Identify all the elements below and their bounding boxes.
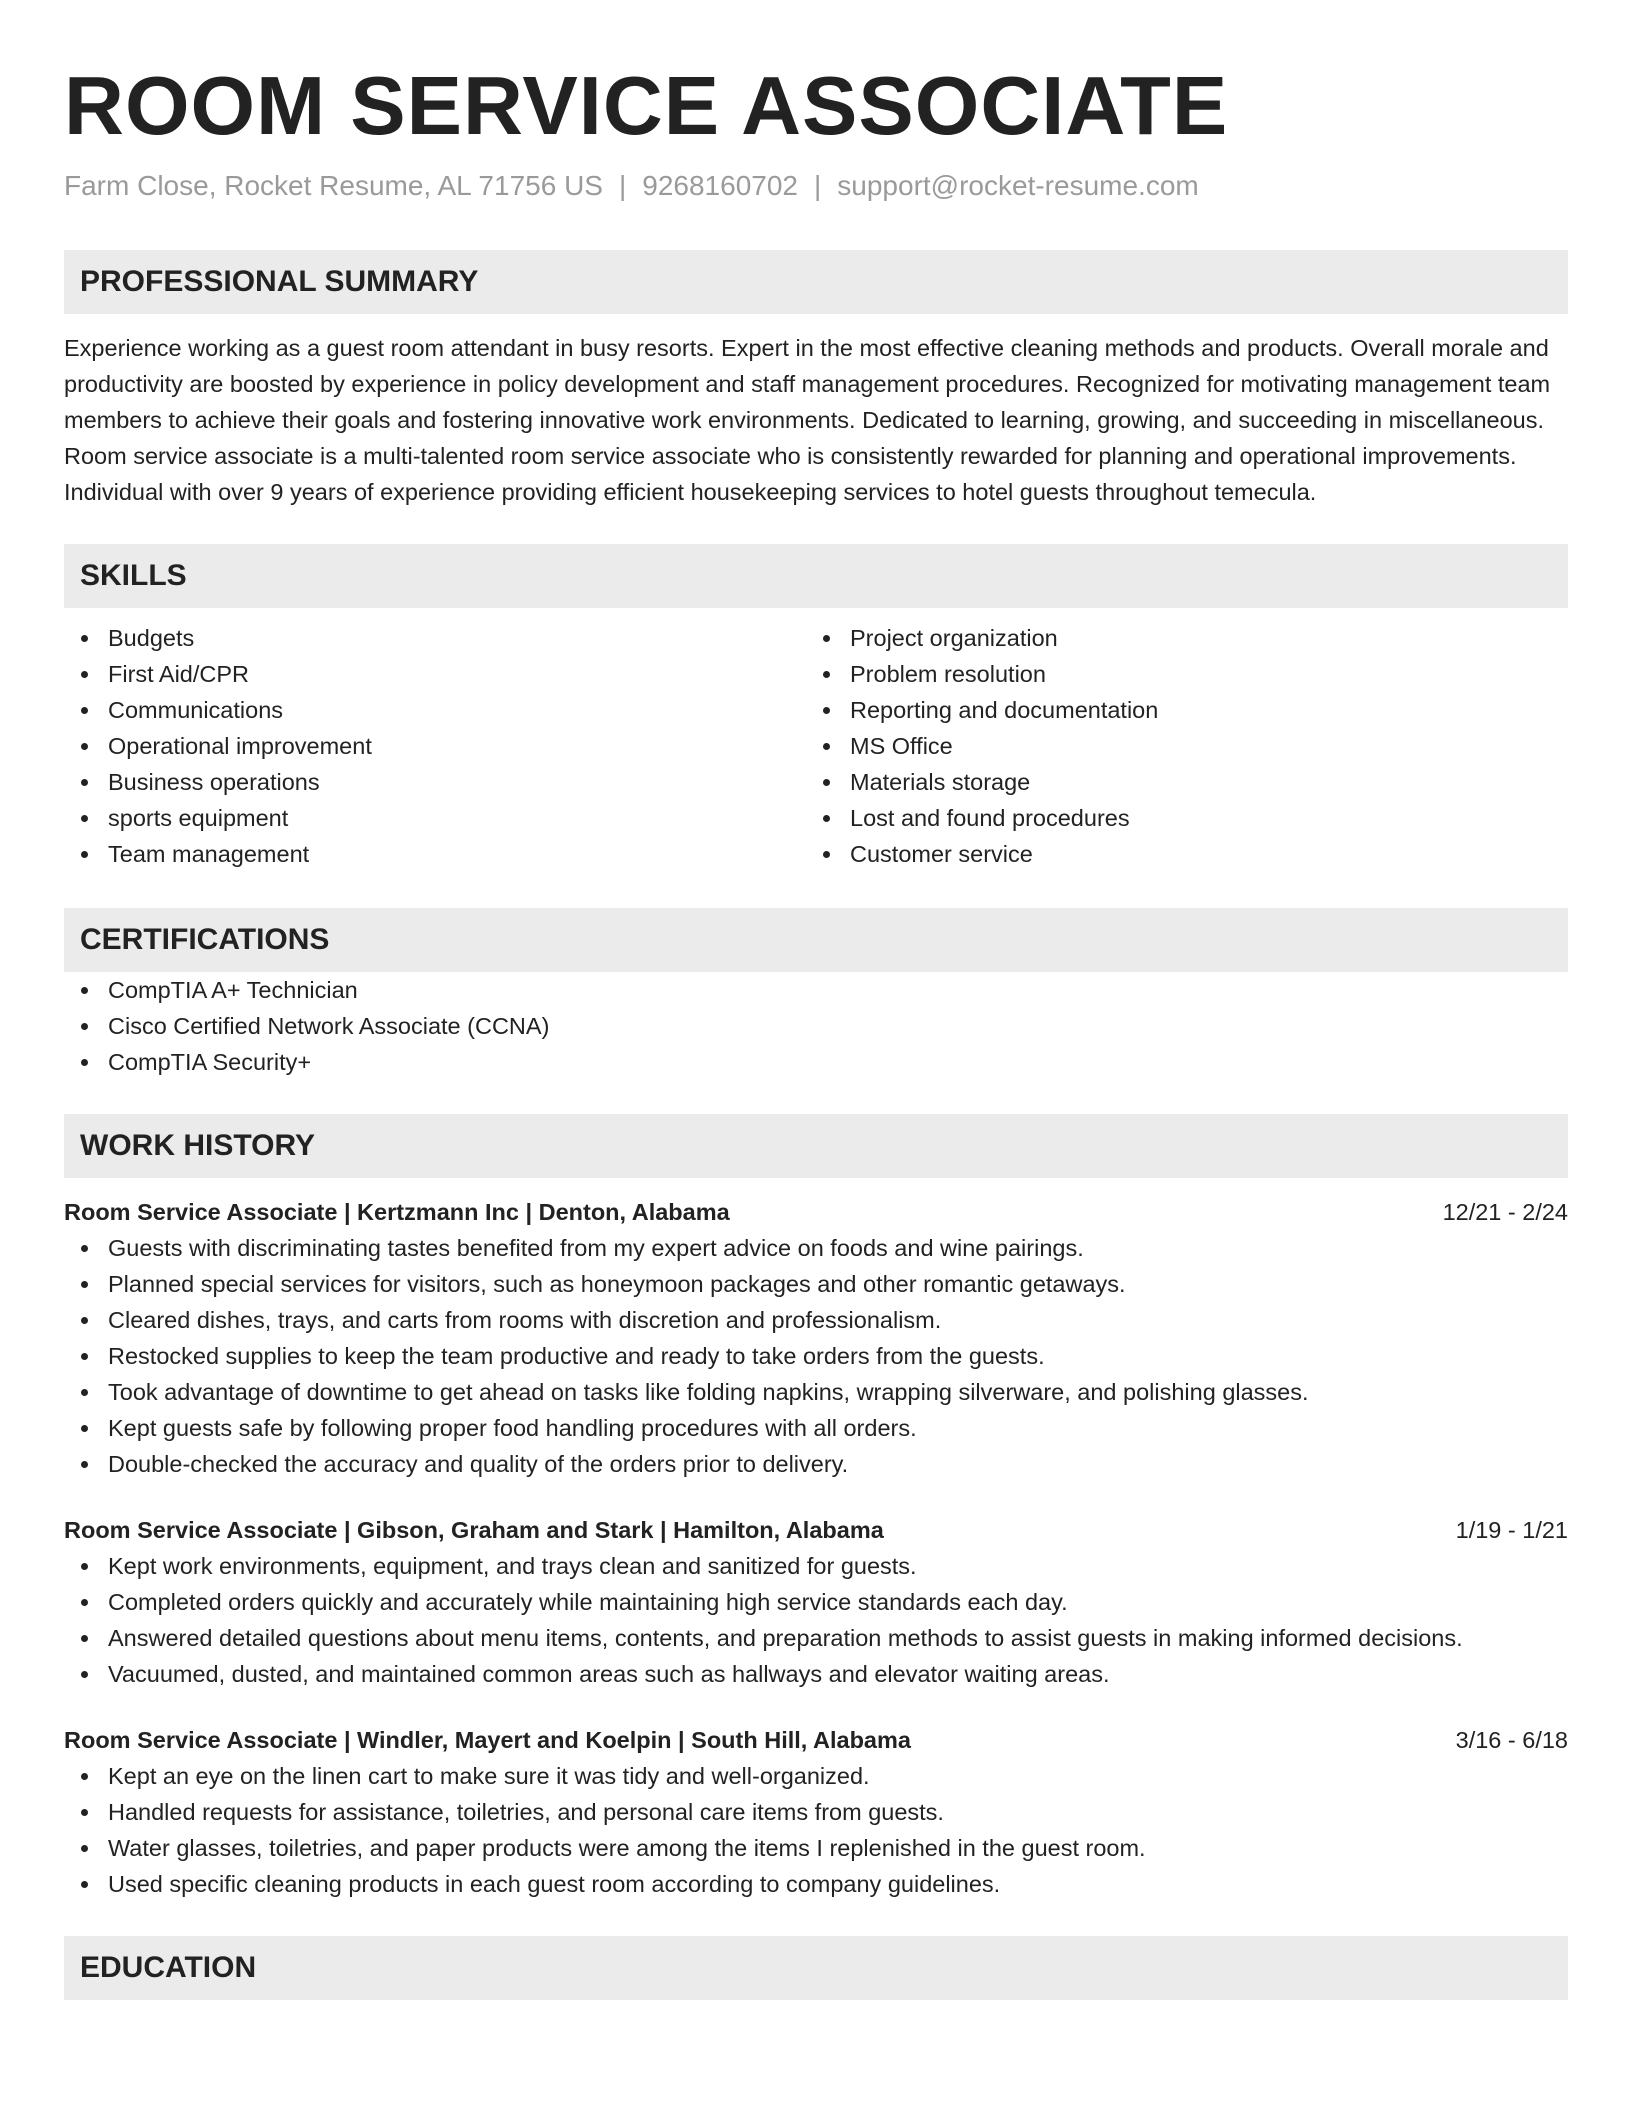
- job-bullet: Planned special services for visitors, such as honeymoon packages and other romantic getaways.: [64, 1266, 1568, 1302]
- job-bullet: Guests with discriminating tastes benefited from my expert advice on foods and wine pairings.: [64, 1230, 1568, 1266]
- skill-item: Problem resolution: [806, 656, 1548, 692]
- skills-grid: [64, 620, 1568, 872]
- job-header: [64, 1512, 1568, 1548]
- section-heading-certifications: CERTIFICATIONS: [64, 908, 1568, 972]
- job-header: [64, 1194, 1568, 1230]
- job-title: Room Service Associate | Gibson, Graham and Stark | Hamilton, Alabama: [64, 1517, 884, 1543]
- job-bullets: [64, 1758, 1568, 1902]
- skills-column-right: [806, 620, 1548, 872]
- skill-item: Project organization: [806, 620, 1548, 656]
- contact-separator: |: [814, 170, 822, 201]
- summary-text: Experience working as a guest room attendant in busy resorts. Expert in the most effective cleaning methods and products. Overall morale and productivity are boosted by experience in policy development and staff management procedures. Recognized for motivating management team members to achieve their goals and fostering innovative work environments. Dedicated to learning, growing, and succeeding in miscellaneous. Room service associate is a multi-talented room service associate who is consistently rewarded for planning and operational improvements. Individual with over 9 years of experience providing efficient housekeeping services to hotel guests throughout temecula.: [64, 335, 1551, 505]
- skill-item: Operational improvement: [64, 728, 806, 764]
- job-bullet: Vacuumed, dusted, and maintained common areas such as hallways and elevator waiting areas.: [64, 1656, 1568, 1692]
- job-dates: 12/21 - 2/24: [1442, 1199, 1568, 1225]
- job-bullet: Completed orders quickly and accurately while maintaining high service standards each day.: [64, 1584, 1568, 1620]
- skill-item: Team management: [64, 836, 806, 872]
- skill-item: Reporting and documentation: [806, 692, 1548, 728]
- skill-item: Budgets: [64, 620, 806, 656]
- job-bullet: Cleared dishes, trays, and carts from rooms with discretion and professionalism.: [64, 1302, 1568, 1338]
- certification-item: CompTIA Security+: [64, 1044, 1568, 1080]
- job-bullets: [64, 1548, 1568, 1692]
- job-bullet: Kept an eye on the linen cart to make sure it was tidy and well-organized.: [64, 1758, 1568, 1794]
- job-bullet: Used specific cleaning products in each guest room according to company guidelines.: [64, 1866, 1568, 1902]
- job-bullets: [64, 1230, 1568, 1482]
- section-heading-skills: SKILLS: [64, 544, 1568, 608]
- skill-item: Business operations: [64, 764, 806, 800]
- job-bullet: Handled requests for assistance, toiletries, and personal care items from guests.: [64, 1794, 1568, 1830]
- job-bullet: Restocked supplies to keep the team productive and ready to take orders from the guests.: [64, 1338, 1568, 1374]
- phone: 9268160702: [642, 170, 798, 201]
- job-bullet: Double-checked the accuracy and quality of the orders prior to delivery.: [64, 1446, 1568, 1482]
- job-title: Room Service Associate | Kertzmann Inc | Denton, Alabama: [64, 1199, 730, 1225]
- job-entry: [64, 1194, 1568, 1482]
- skill-item: Communications: [64, 692, 806, 728]
- job-dates: 3/16 - 6/18: [1455, 1727, 1568, 1753]
- email: support@rocket-resume.com: [837, 170, 1199, 201]
- job-bullet: Took advantage of downtime to get ahead on tasks like folding napkins, wrapping silverware, and polishing glasses.: [64, 1374, 1568, 1410]
- job-bullet: Kept work environments, equipment, and trays clean and sanitized for guests.: [64, 1548, 1568, 1584]
- skill-item: Lost and found procedures: [806, 800, 1548, 836]
- job-bullet: Water glasses, toiletries, and paper products were among the items I replenished in the guest room.: [64, 1830, 1568, 1866]
- resume-title: ROOM SERVICE ASSOCIATE: [64, 59, 1229, 152]
- contact-separator: |: [618, 170, 627, 201]
- job-bullet: Kept guests safe by following proper food handling procedures with all orders.: [64, 1410, 1568, 1446]
- skill-item: Materials storage: [806, 764, 1548, 800]
- job-dates: 1/19 - 1/21: [1455, 1517, 1568, 1543]
- skill-item: First Aid/CPR: [64, 656, 806, 692]
- job-title: Room Service Associate | Windler, Mayert and Koelpin | South Hill, Alabama: [64, 1727, 911, 1753]
- address: Farm Close, Rocket Resume, AL 71756 US: [64, 170, 603, 201]
- skill-item: Customer service: [806, 836, 1548, 872]
- section-heading-summary: PROFESSIONAL SUMMARY: [64, 250, 1568, 314]
- section-heading-education: EDUCATION: [64, 1936, 1568, 2000]
- section-heading-work-history: WORK HISTORY: [64, 1114, 1568, 1178]
- job-bullet: Answered detailed questions about menu items, contents, and preparation methods to assist guests in making informed decisions.: [64, 1620, 1568, 1656]
- contact-line: [64, 166, 1568, 206]
- job-entry: [64, 1512, 1568, 1692]
- skill-item: sports equipment: [64, 800, 806, 836]
- job-header: [64, 1722, 1568, 1758]
- certification-item: Cisco Certified Network Associate (CCNA): [64, 1008, 1568, 1044]
- certification-item: CompTIA A+ Technician: [64, 972, 1568, 1008]
- skills-column-left: [64, 620, 806, 872]
- skill-item: MS Office: [806, 728, 1548, 764]
- certifications-list: [64, 972, 1568, 1080]
- resume-page: [64, 0, 1568, 2000]
- job-entry: [64, 1722, 1568, 1902]
